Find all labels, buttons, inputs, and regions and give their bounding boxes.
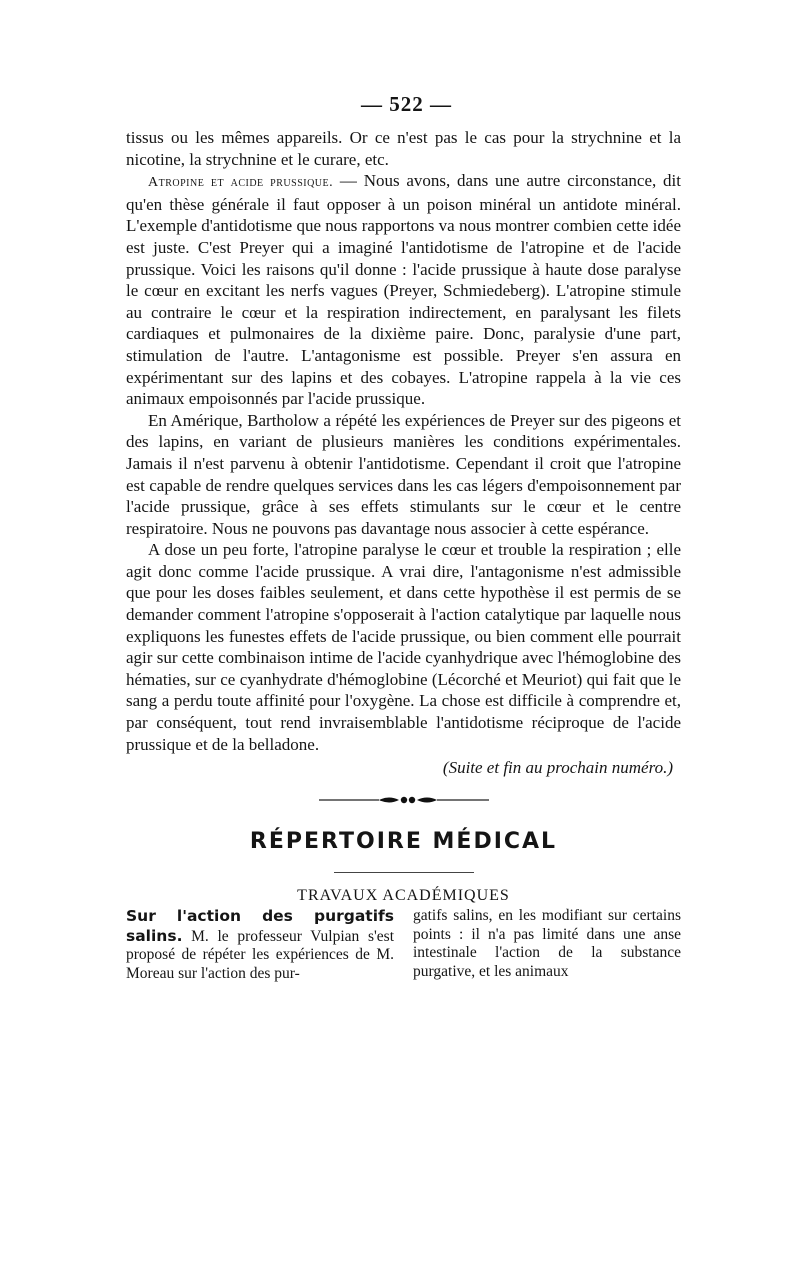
atropine-heading: Atropine et acide prussique. (148, 175, 334, 191)
left-column (126, 907, 394, 983)
subsection-title: TRAVAUX ACADÉMIQUES (297, 887, 510, 905)
intro-paragraph: tissus ou les mêmes appareils. Or ce n'est pas le cas pour la strychnine et la nicotine, la strychnine et le curare, etc. (126, 128, 681, 169)
ornament-divider-icon (319, 794, 489, 806)
ornament-divider (126, 793, 681, 807)
article-title: Sur l'action des purgatifs salins. (126, 907, 394, 945)
right-column: gatifs salins, en les modifiant sur certains points : il n'a pas limité dans une anse intestinale l'action de la substance purgative, et les animaux (413, 907, 681, 980)
continuation-note: (Suite et fin au prochain numéro.) (442, 758, 673, 778)
article-body (126, 127, 681, 755)
journal-page (126, 92, 681, 983)
atropine-paragraph-2: En Amérique, Bartholow a répété les expériences de Preyer sur des pigeons et des lapins, en variant de plusieurs manières les conditions expérimentales. Jamais il n'est parvenu à obtenir l'antidotisme. Cependant il croit que l'atropine est capable de rendre quelques services dans les cas légers d'empoisonnement par l'acide prussique, grâce à ses effets stimulants sur le cœur et le centre respiratoire. Nous ne pouvons pas davantage nous associer à cette espérance. (126, 410, 681, 538)
section-title: RÉPERTOIRE MÉDICAL (249, 829, 558, 855)
two-column-article (126, 907, 681, 983)
section-rule (334, 872, 474, 873)
atropine-paragraph-1 (126, 170, 681, 410)
atropine-paragraph-3: A dose un peu forte, l'atropine paralyse le cœur et trouble la respiration ; elle agit donc comme l'acide prussique. A vrai dire, l'antagonisme n'est admissible que pour les doses faibles seulement, et dans cette hypothèse il est permis de se demander comment l'atropine s'opposerait à l'action catalytique par laquelle nous expliquons les funestes effets de l'acide prussique, ou bien comment elle pourrait agir sur cette combinaison intime de l'acide cyanhydrique avec l'hémoglobine des hématies, sur ce cyanhydrate d'hémoglobine (Lécorché et Meuriot) qui fait que le sang a perdu toute affinité pour l'oxygène. La chose est difficile à comprendre et, par conséquent, tout rend invraisemblable l'antidotisme réciproque de l'acide prussique et de la belladone. (126, 540, 681, 754)
atropine-paragraph-1-text: — Nous avons, dans une autre circonstance, dit qu'en thèse générale il faut opposer à un poison minéral un antidote minéral. L'exemple d'antidotisme que nous rapportons va nous montrer combien cette idée est juste. C'est Preyer qui a imaginé l'antidotisme de l'atropine et de l'acide prussique. Voici les raisons qu'il donne : l'acide prussique à haute dose paralyse le cœur en excitant les nerfs vagues (Preyer, Schmiedeberg). L'atropine stimule au contraire le cœur et la respiration indirectement, en paralysant les filets cardiaques et pulmonaires de la dixième paire. Donc, paralysie d'une part, stimulation de l'autre. L'antagonisme est possible. Preyer s'en assura en expérimentant sur des lapins et des cobayes. L'atropine rappela à la vie ces animaux empoisonnés par l'acide prussique. (126, 171, 681, 409)
left-column-text: M. le professeur Vulpian s'est proposé de répéter les expériences de M. Moreau sur l'action des pur- (126, 927, 394, 982)
page-number: — 522 — (361, 92, 452, 116)
